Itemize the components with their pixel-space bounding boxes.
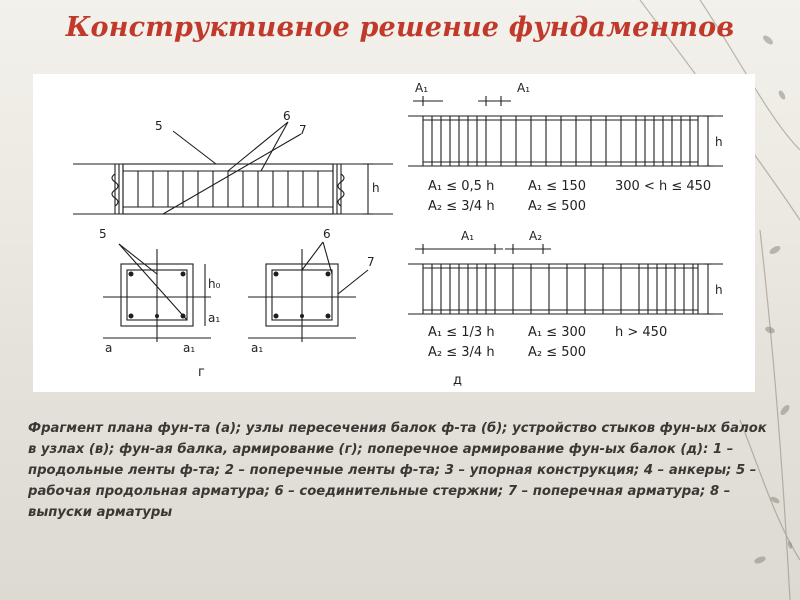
top-cond-a1-ratio: A₁ ≤ 0,5 h xyxy=(428,179,495,194)
foundation-drawing xyxy=(33,74,755,392)
sec-callout-6: 6 xyxy=(323,227,331,241)
bottom-cond-h-range: h > 450 xyxy=(615,325,668,340)
top-cond-a2-ratio: A₂ ≤ 3/4 h xyxy=(428,199,495,214)
letter-g: г xyxy=(198,365,205,380)
callout-7: 7 xyxy=(299,123,307,137)
sec-dim-a1-right: a₁ xyxy=(208,311,221,325)
bottom-cond-a2-ratio: A₂ ≤ 3/4 h xyxy=(428,345,495,360)
callout-6: 6 xyxy=(283,109,291,123)
letter-d: д xyxy=(453,373,462,388)
sec-callout-5: 5 xyxy=(99,227,107,241)
sec-dim-a: a xyxy=(105,341,113,355)
sec-dim-a1-second: a₁ xyxy=(251,341,264,355)
cross-section-2 xyxy=(248,242,368,342)
top-cond-h-range: 300 < h ≤ 450 xyxy=(615,179,712,194)
drawing-svg xyxy=(33,74,755,392)
callout-5: 5 xyxy=(155,119,163,133)
dim-h-left: h xyxy=(372,181,380,195)
top-label-h: h xyxy=(715,135,723,149)
top-cond-a1-max: A₁ ≤ 150 xyxy=(528,179,587,194)
sec-dim-a1-bottom: a₁ xyxy=(183,341,196,355)
figure-caption: Фрагмент плана фун-та (а); узлы пересечения балок ф-та (б); устройство стыков фун-ых балок в узлах (в); фун-ая балка, армирование (г); поперечное армирование фун-ых балок (д): 1 – продольные ленты ф-та; 2 – поперечные ленты ф-та; 3 – упорная конструкция; 4 – анкеры; 5 – рабочая продольная арматура; 6 – соединительные стержни; 7 – поперечная арматура; 8 – выпуски арматуры xyxy=(28,421,767,520)
bottom-cond-a1-max: A₁ ≤ 300 xyxy=(528,325,587,340)
bottom-label-a1: A₁ xyxy=(461,229,475,243)
bottom-label-h: h xyxy=(715,283,723,297)
bottom-label-a2: A₂ xyxy=(529,229,543,243)
bottom-cond-a1-ratio: A₁ ≤ 1/3 h xyxy=(428,325,495,340)
slide-title: Конструктивное решение фундаментов xyxy=(65,12,735,43)
top-cond-a2-max: A₂ ≤ 500 xyxy=(528,199,587,214)
rebar-dots xyxy=(129,272,331,319)
sec-callout-7: 7 xyxy=(367,255,375,269)
beam-elevation xyxy=(73,122,393,214)
cross-section-1 xyxy=(103,244,211,342)
bottom-cond-a2-max: A₂ ≤ 500 xyxy=(528,345,587,360)
stirrup-beam-top xyxy=(408,96,723,166)
sec-dim-h0: h₀ xyxy=(208,277,221,291)
top-label-a1-right: A₁ xyxy=(517,81,531,95)
stirrup-beam-bottom xyxy=(408,244,723,314)
top-label-a1-left: A₁ xyxy=(415,81,429,95)
